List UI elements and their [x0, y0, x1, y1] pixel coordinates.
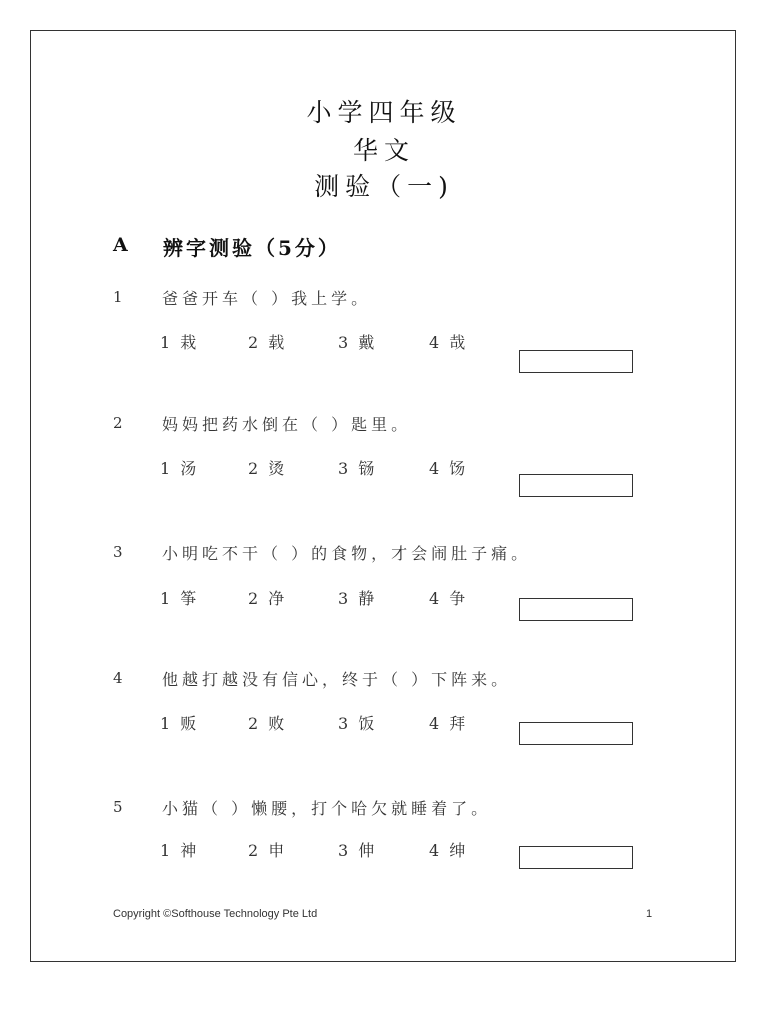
question-text: 妈妈把药水倒在（ ）匙里。 [162, 415, 412, 434]
question-number: 1 [113, 288, 123, 306]
option-2: 2 载 [248, 333, 285, 352]
option-1: 1 贩 [160, 714, 197, 733]
option-3: 3 伸 [338, 841, 375, 860]
question-number: 3 [113, 543, 123, 561]
copyright-notice: Copyright ©Softhouse Technology Pte Ltd [113, 908, 318, 920]
question-number: 5 [113, 798, 123, 816]
question-text: 小明吃不干（ ）的食物，才会闹肚子痛。 [162, 544, 532, 563]
question-text: 他越打越没有信心，终于（ ）下阵来。 [162, 670, 512, 689]
option-3: 3 铴 [338, 459, 375, 478]
option-2: 2 申 [248, 841, 285, 860]
answer-box-2[interactable] [519, 474, 633, 497]
option-4: 4 饧 [429, 459, 466, 478]
title-subject: 华文 [352, 136, 415, 165]
option-2: 2 烫 [248, 459, 285, 478]
option-3: 3 戴 [338, 333, 375, 352]
title-grade: 小学四年级 [306, 98, 462, 127]
question-text: 小猫（ ）懒腰，打个哈欠就睡着了。 [162, 799, 492, 818]
section-title: 辨字测验（5分） [163, 236, 341, 260]
question-number: 2 [113, 414, 123, 432]
page-number: 1 [646, 908, 653, 920]
option-4: 4 哉 [429, 333, 466, 352]
option-3: 3 静 [338, 589, 375, 608]
option-2: 2 败 [248, 714, 285, 733]
option-2: 2 净 [248, 589, 285, 608]
question-text: 爸爸开车（ ）我上学。 [162, 289, 372, 308]
option-1: 1 汤 [160, 459, 197, 478]
answer-box-3[interactable] [519, 598, 633, 621]
answer-box-1[interactable] [519, 350, 633, 373]
question-number: 4 [113, 669, 123, 687]
option-3: 3 饭 [338, 714, 375, 733]
option-1: 1 栽 [160, 333, 197, 352]
answer-box-5[interactable] [519, 846, 633, 869]
option-4: 4 拜 [429, 714, 466, 733]
option-1: 1 神 [160, 841, 197, 860]
answer-box-4[interactable] [519, 722, 633, 745]
option-4: 4 绅 [429, 841, 466, 860]
option-4: 4 争 [429, 589, 466, 608]
option-1: 1 筝 [160, 589, 197, 608]
section-letter: A [113, 234, 128, 256]
title-test: 测验（一) [314, 172, 454, 201]
